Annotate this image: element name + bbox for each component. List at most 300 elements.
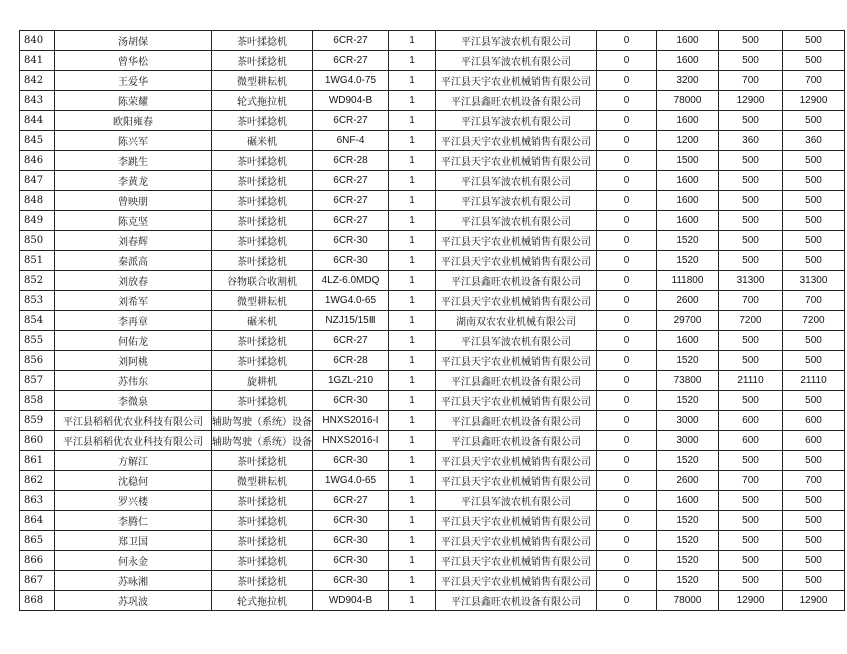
machine-type-cell: 茶叶揉捻机 [212, 251, 313, 271]
total-subsidy-cell: 500 [783, 191, 845, 211]
machine-model-cell: 1GZL-210 [313, 371, 389, 391]
price-cell: 1600 [657, 211, 719, 231]
subsidy-amount-cell: 500 [719, 191, 783, 211]
applicant-name-cell: 刘春辉 [55, 231, 212, 251]
total-subsidy-cell: 500 [783, 571, 845, 591]
subsidy-amount-cell: 500 [719, 331, 783, 351]
applicant-name-cell: 刘希军 [55, 291, 212, 311]
table-body [20, 31, 845, 611]
total-subsidy-cell: 500 [783, 171, 845, 191]
machine-type-cell: 茶叶揉捻机 [212, 231, 313, 251]
applicant-name-cell: 刘放春 [55, 271, 212, 291]
machine-type-cell: 碾米机 [212, 311, 313, 331]
subsidy-amount-cell: 500 [719, 451, 783, 471]
price-cell: 1600 [657, 171, 719, 191]
total-subsidy-cell: 700 [783, 471, 845, 491]
row-number-cell: 865 [20, 531, 55, 551]
table-row [20, 591, 845, 611]
price-cell: 2600 [657, 471, 719, 491]
total-subsidy-cell: 500 [783, 51, 845, 71]
row-number-cell: 866 [20, 551, 55, 571]
machine-type-cell: 茶叶揉捻机 [212, 511, 313, 531]
row-number-cell: 867 [20, 571, 55, 591]
price-cell: 1200 [657, 131, 719, 151]
total-subsidy-cell: 500 [783, 551, 845, 571]
row-number-cell: 858 [20, 391, 55, 411]
machine-type-cell: 辅助驾驶（系统）设备 [212, 431, 313, 451]
applicant-name-cell: 苏伟东 [55, 371, 212, 391]
table-row [20, 531, 845, 551]
price-cell: 1520 [657, 551, 719, 571]
zero-value-cell: 0 [597, 71, 657, 91]
table-row [20, 511, 845, 531]
table-row [20, 31, 845, 51]
subsidy-amount-cell: 500 [719, 571, 783, 591]
table-row [20, 191, 845, 211]
quantity-cell: 1 [389, 111, 436, 131]
table-row [20, 251, 845, 271]
dealer-cell: 平江县鑫旺农机设备有限公司 [436, 371, 597, 391]
table-row [20, 371, 845, 391]
zero-value-cell: 0 [597, 231, 657, 251]
machine-model-cell: HNXS2016-I [313, 431, 389, 451]
machine-type-cell: 茶叶揉捻机 [212, 391, 313, 411]
table-row [20, 271, 845, 291]
table-row [20, 471, 845, 491]
machine-type-cell: 微型耕耘机 [212, 71, 313, 91]
quantity-cell: 1 [389, 31, 436, 51]
total-subsidy-cell: 500 [783, 111, 845, 131]
quantity-cell: 1 [389, 471, 436, 491]
applicant-name-cell: 沈稳何 [55, 471, 212, 491]
row-number-cell: 847 [20, 171, 55, 191]
dealer-cell: 平江县天宇农业机械销售有限公司 [436, 71, 597, 91]
subsidy-amount-cell: 500 [719, 391, 783, 411]
subsidy-amount-cell: 500 [719, 351, 783, 371]
table-row [20, 351, 845, 371]
machine-type-cell: 茶叶揉捻机 [212, 191, 313, 211]
total-subsidy-cell: 500 [783, 151, 845, 171]
total-subsidy-cell: 600 [783, 431, 845, 451]
price-cell: 1520 [657, 231, 719, 251]
total-subsidy-cell: 31300 [783, 271, 845, 291]
zero-value-cell: 0 [597, 111, 657, 131]
zero-value-cell: 0 [597, 391, 657, 411]
price-cell: 78000 [657, 591, 719, 611]
zero-value-cell: 0 [597, 51, 657, 71]
machine-model-cell: WD904-B [313, 91, 389, 111]
price-cell: 111800 [657, 271, 719, 291]
dealer-cell: 平江县天宇农业机械销售有限公司 [436, 151, 597, 171]
machine-type-cell: 茶叶揉捻机 [212, 551, 313, 571]
zero-value-cell: 0 [597, 291, 657, 311]
machine-type-cell: 辅助驾驶（系统）设备 [212, 411, 313, 431]
machine-type-cell: 谷物联合收割机 [212, 271, 313, 291]
zero-value-cell: 0 [597, 91, 657, 111]
machine-type-cell: 茶叶揉捻机 [212, 571, 313, 591]
price-cell: 1520 [657, 451, 719, 471]
total-subsidy-cell: 500 [783, 31, 845, 51]
machine-model-cell: 4LZ-6.0MDQ [313, 271, 389, 291]
quantity-cell: 1 [389, 271, 436, 291]
subsidy-amount-cell: 500 [719, 551, 783, 571]
dealer-cell: 平江县天宇农业机械销售有限公司 [436, 571, 597, 591]
zero-value-cell: 0 [597, 191, 657, 211]
total-subsidy-cell: 500 [783, 331, 845, 351]
row-number-cell: 860 [20, 431, 55, 451]
machine-model-cell: 6CR-30 [313, 231, 389, 251]
price-cell: 1520 [657, 571, 719, 591]
row-number-cell: 844 [20, 111, 55, 131]
subsidy-amount-cell: 500 [719, 211, 783, 231]
zero-value-cell: 0 [597, 431, 657, 451]
row-number-cell: 862 [20, 471, 55, 491]
applicant-name-cell: 欧阳雍春 [55, 111, 212, 131]
quantity-cell: 1 [389, 171, 436, 191]
quantity-cell: 1 [389, 211, 436, 231]
dealer-cell: 平江县天宇农业机械销售有限公司 [436, 251, 597, 271]
row-number-cell: 864 [20, 511, 55, 531]
subsidy-amount-cell: 12900 [719, 91, 783, 111]
machine-model-cell: 6CR-30 [313, 451, 389, 471]
zero-value-cell: 0 [597, 311, 657, 331]
price-cell: 73800 [657, 371, 719, 391]
table-row [20, 171, 845, 191]
machine-type-cell: 微型耕耘机 [212, 471, 313, 491]
row-number-cell: 859 [20, 411, 55, 431]
machine-model-cell: 6CR-27 [313, 211, 389, 231]
quantity-cell: 1 [389, 291, 436, 311]
row-number-cell: 861 [20, 451, 55, 471]
table-row [20, 331, 845, 351]
zero-value-cell: 0 [597, 571, 657, 591]
zero-value-cell: 0 [597, 411, 657, 431]
total-subsidy-cell: 500 [783, 251, 845, 271]
row-number-cell: 857 [20, 371, 55, 391]
quantity-cell: 1 [389, 431, 436, 451]
subsidy-amount-cell: 700 [719, 291, 783, 311]
machine-type-cell: 茶叶揉捻机 [212, 111, 313, 131]
dealer-cell: 平江县军波农机有限公司 [436, 31, 597, 51]
quantity-cell: 1 [389, 91, 436, 111]
total-subsidy-cell: 12900 [783, 91, 845, 111]
applicant-name-cell: 方解江 [55, 451, 212, 471]
applicant-name-cell: 平江县稻稻优农业科技有限公司 [55, 431, 212, 451]
quantity-cell: 1 [389, 311, 436, 331]
applicant-name-cell: 郑卫国 [55, 531, 212, 551]
total-subsidy-cell: 500 [783, 451, 845, 471]
dealer-cell: 平江县军波农机有限公司 [436, 331, 597, 351]
total-subsidy-cell: 12900 [783, 591, 845, 611]
machine-model-cell: 6CR-27 [313, 51, 389, 71]
dealer-cell: 平江县天宇农业机械销售有限公司 [436, 451, 597, 471]
total-subsidy-cell: 500 [783, 391, 845, 411]
quantity-cell: 1 [389, 231, 436, 251]
dealer-cell: 平江县天宇农业机械销售有限公司 [436, 351, 597, 371]
row-number-cell: 863 [20, 491, 55, 511]
price-cell: 78000 [657, 91, 719, 111]
machine-model-cell: 6CR-28 [313, 351, 389, 371]
zero-value-cell: 0 [597, 511, 657, 531]
machine-model-cell: 6CR-30 [313, 391, 389, 411]
machine-type-cell: 茶叶揉捻机 [212, 491, 313, 511]
dealer-cell: 平江县天宇农业机械销售有限公司 [436, 471, 597, 491]
applicant-name-cell: 曾映朋 [55, 191, 212, 211]
applicant-name-cell: 陈荣耀 [55, 91, 212, 111]
zero-value-cell: 0 [597, 31, 657, 51]
quantity-cell: 1 [389, 571, 436, 591]
quantity-cell: 1 [389, 191, 436, 211]
applicant-name-cell: 李微泉 [55, 391, 212, 411]
table-row [20, 311, 845, 331]
machine-model-cell: 6CR-30 [313, 531, 389, 551]
applicant-name-cell: 李黄龙 [55, 171, 212, 191]
table-row [20, 571, 845, 591]
machine-type-cell: 茶叶揉捻机 [212, 31, 313, 51]
price-cell: 1520 [657, 531, 719, 551]
row-number-cell: 848 [20, 191, 55, 211]
zero-value-cell: 0 [597, 271, 657, 291]
machine-model-cell: 6NF-4 [313, 131, 389, 151]
total-subsidy-cell: 700 [783, 291, 845, 311]
row-number-cell: 852 [20, 271, 55, 291]
total-subsidy-cell: 7200 [783, 311, 845, 331]
machine-type-cell: 轮式拖拉机 [212, 591, 313, 611]
quantity-cell: 1 [389, 71, 436, 91]
applicant-name-cell: 平江县稻稻优农业科技有限公司 [55, 411, 212, 431]
machine-model-cell: 6CR-30 [313, 551, 389, 571]
row-number-cell: 841 [20, 51, 55, 71]
price-cell: 1520 [657, 391, 719, 411]
subsidy-amount-cell: 500 [719, 491, 783, 511]
dealer-cell: 平江县天宇农业机械销售有限公司 [436, 511, 597, 531]
zero-value-cell: 0 [597, 551, 657, 571]
table-row [20, 111, 845, 131]
zero-value-cell: 0 [597, 371, 657, 391]
machine-type-cell: 微型耕耘机 [212, 291, 313, 311]
zero-value-cell: 0 [597, 591, 657, 611]
machine-model-cell: 1WG4.0-65 [313, 471, 389, 491]
dealer-cell: 平江县鑫旺农机设备有限公司 [436, 91, 597, 111]
machine-type-cell: 旋耕机 [212, 371, 313, 391]
applicant-name-cell: 李腾仁 [55, 511, 212, 531]
subsidy-amount-cell: 500 [719, 31, 783, 51]
quantity-cell: 1 [389, 351, 436, 371]
total-subsidy-cell: 21110 [783, 371, 845, 391]
row-number-cell: 850 [20, 231, 55, 251]
dealer-cell: 平江县天宇农业机械销售有限公司 [436, 231, 597, 251]
price-cell: 1520 [657, 251, 719, 271]
machine-model-cell: NZJ15/15Ⅲ [313, 311, 389, 331]
machine-type-cell: 轮式拖拉机 [212, 91, 313, 111]
table-row [20, 91, 845, 111]
machine-type-cell: 茶叶揉捻机 [212, 171, 313, 191]
subsidy-amount-cell: 700 [719, 71, 783, 91]
row-number-cell: 854 [20, 311, 55, 331]
quantity-cell: 1 [389, 251, 436, 271]
price-cell: 2600 [657, 291, 719, 311]
machine-type-cell: 茶叶揉捻机 [212, 51, 313, 71]
row-number-cell: 853 [20, 291, 55, 311]
subsidy-amount-cell: 500 [719, 511, 783, 531]
subsidy-amount-cell: 700 [719, 471, 783, 491]
quantity-cell: 1 [389, 131, 436, 151]
subsidy-amount-cell: 31300 [719, 271, 783, 291]
price-cell: 29700 [657, 311, 719, 331]
table-row [20, 291, 845, 311]
quantity-cell: 1 [389, 531, 436, 551]
applicant-name-cell: 王爱华 [55, 71, 212, 91]
machine-model-cell: 6CR-30 [313, 571, 389, 591]
price-cell: 1600 [657, 191, 719, 211]
applicant-name-cell: 苏咏湘 [55, 571, 212, 591]
subsidy-amount-cell: 500 [719, 231, 783, 251]
dealer-cell: 平江县军波农机有限公司 [436, 171, 597, 191]
table-row [20, 71, 845, 91]
total-subsidy-cell: 500 [783, 511, 845, 531]
machine-model-cell: 6CR-27 [313, 111, 389, 131]
total-subsidy-cell: 500 [783, 531, 845, 551]
dealer-cell: 平江县天宇农业机械销售有限公司 [436, 531, 597, 551]
subsidy-amount-cell: 500 [719, 111, 783, 131]
applicant-name-cell: 陈克坚 [55, 211, 212, 231]
machine-type-cell: 茶叶揉捻机 [212, 211, 313, 231]
applicant-name-cell: 罗兴楼 [55, 491, 212, 511]
quantity-cell: 1 [389, 491, 436, 511]
row-number-cell: 846 [20, 151, 55, 171]
applicant-name-cell: 何佑龙 [55, 331, 212, 351]
zero-value-cell: 0 [597, 491, 657, 511]
subsidy-amount-cell: 600 [719, 431, 783, 451]
quantity-cell: 1 [389, 151, 436, 171]
price-cell: 1520 [657, 511, 719, 531]
machine-model-cell: 6CR-28 [313, 151, 389, 171]
machine-model-cell: 6CR-27 [313, 171, 389, 191]
subsidy-amount-cell: 500 [719, 151, 783, 171]
total-subsidy-cell: 600 [783, 411, 845, 431]
machine-model-cell: HNXS2016-I [313, 411, 389, 431]
total-subsidy-cell: 500 [783, 351, 845, 371]
price-cell: 1600 [657, 31, 719, 51]
zero-value-cell: 0 [597, 471, 657, 491]
zero-value-cell: 0 [597, 531, 657, 551]
machine-model-cell: 6CR-27 [313, 491, 389, 511]
subsidy-amount-cell: 500 [719, 251, 783, 271]
zero-value-cell: 0 [597, 351, 657, 371]
quantity-cell: 1 [389, 371, 436, 391]
quantity-cell: 1 [389, 331, 436, 351]
dealer-cell: 平江县鑫旺农机设备有限公司 [436, 411, 597, 431]
machine-type-cell: 茶叶揉捻机 [212, 331, 313, 351]
machine-model-cell: 1WG4.0-75 [313, 71, 389, 91]
subsidy-amount-cell: 600 [719, 411, 783, 431]
dealer-cell: 平江县天宇农业机械销售有限公司 [436, 391, 597, 411]
table-row [20, 151, 845, 171]
zero-value-cell: 0 [597, 151, 657, 171]
row-number-cell: 843 [20, 91, 55, 111]
quantity-cell: 1 [389, 551, 436, 571]
dealer-cell: 平江县军波农机有限公司 [436, 111, 597, 131]
applicant-name-cell: 李再章 [55, 311, 212, 331]
subsidy-amount-cell: 500 [719, 171, 783, 191]
subsidy-amount-cell: 360 [719, 131, 783, 151]
price-cell: 1600 [657, 491, 719, 511]
machine-model-cell: 6CR-27 [313, 31, 389, 51]
quantity-cell: 1 [389, 51, 436, 71]
row-number-cell: 855 [20, 331, 55, 351]
quantity-cell: 1 [389, 391, 436, 411]
subsidy-table [19, 30, 845, 611]
zero-value-cell: 0 [597, 211, 657, 231]
machine-model-cell: 6CR-30 [313, 251, 389, 271]
dealer-cell: 平江县天宇农业机械销售有限公司 [436, 291, 597, 311]
dealer-cell: 平江县军波农机有限公司 [436, 211, 597, 231]
applicant-name-cell: 李跳生 [55, 151, 212, 171]
total-subsidy-cell: 700 [783, 71, 845, 91]
table-row [20, 231, 845, 251]
row-number-cell: 868 [20, 591, 55, 611]
price-cell: 1500 [657, 151, 719, 171]
table-row [20, 411, 845, 431]
table-row [20, 431, 845, 451]
machine-model-cell: 6CR-27 [313, 331, 389, 351]
price-cell: 1600 [657, 111, 719, 131]
machine-type-cell: 碾米机 [212, 131, 313, 151]
row-number-cell: 845 [20, 131, 55, 151]
total-subsidy-cell: 500 [783, 231, 845, 251]
applicant-name-cell: 曾华松 [55, 51, 212, 71]
dealer-cell: 平江县军波农机有限公司 [436, 491, 597, 511]
zero-value-cell: 0 [597, 451, 657, 471]
row-number-cell: 851 [20, 251, 55, 271]
price-cell: 3200 [657, 71, 719, 91]
price-cell: 1520 [657, 351, 719, 371]
table-row [20, 211, 845, 231]
dealer-cell: 平江县天宇农业机械销售有限公司 [436, 131, 597, 151]
dealer-cell: 平江县军波农机有限公司 [436, 51, 597, 71]
machine-type-cell: 茶叶揉捻机 [212, 451, 313, 471]
zero-value-cell: 0 [597, 131, 657, 151]
machine-type-cell: 茶叶揉捻机 [212, 151, 313, 171]
machine-model-cell: 1WG4.0-65 [313, 291, 389, 311]
subsidy-amount-cell: 21110 [719, 371, 783, 391]
zero-value-cell: 0 [597, 171, 657, 191]
machine-model-cell: WD904-B [313, 591, 389, 611]
applicant-name-cell: 刘阿桃 [55, 351, 212, 371]
subsidy-amount-cell: 7200 [719, 311, 783, 331]
applicant-name-cell: 秦派高 [55, 251, 212, 271]
machine-type-cell: 茶叶揉捻机 [212, 351, 313, 371]
applicant-name-cell: 汤胡保 [55, 31, 212, 51]
price-cell: 3000 [657, 411, 719, 431]
table-row [20, 51, 845, 71]
row-number-cell: 856 [20, 351, 55, 371]
applicant-name-cell: 陈兴军 [55, 131, 212, 151]
zero-value-cell: 0 [597, 251, 657, 271]
zero-value-cell: 0 [597, 331, 657, 351]
applicant-name-cell: 苏巩波 [55, 591, 212, 611]
dealer-cell: 平江县鑫旺农机设备有限公司 [436, 591, 597, 611]
table-row [20, 391, 845, 411]
row-number-cell: 842 [20, 71, 55, 91]
subsidy-amount-cell: 500 [719, 531, 783, 551]
row-number-cell: 840 [20, 31, 55, 51]
machine-model-cell: 6CR-27 [313, 191, 389, 211]
total-subsidy-cell: 500 [783, 491, 845, 511]
price-cell: 1600 [657, 331, 719, 351]
dealer-cell: 平江县鑫旺农机设备有限公司 [436, 271, 597, 291]
price-cell: 3000 [657, 431, 719, 451]
